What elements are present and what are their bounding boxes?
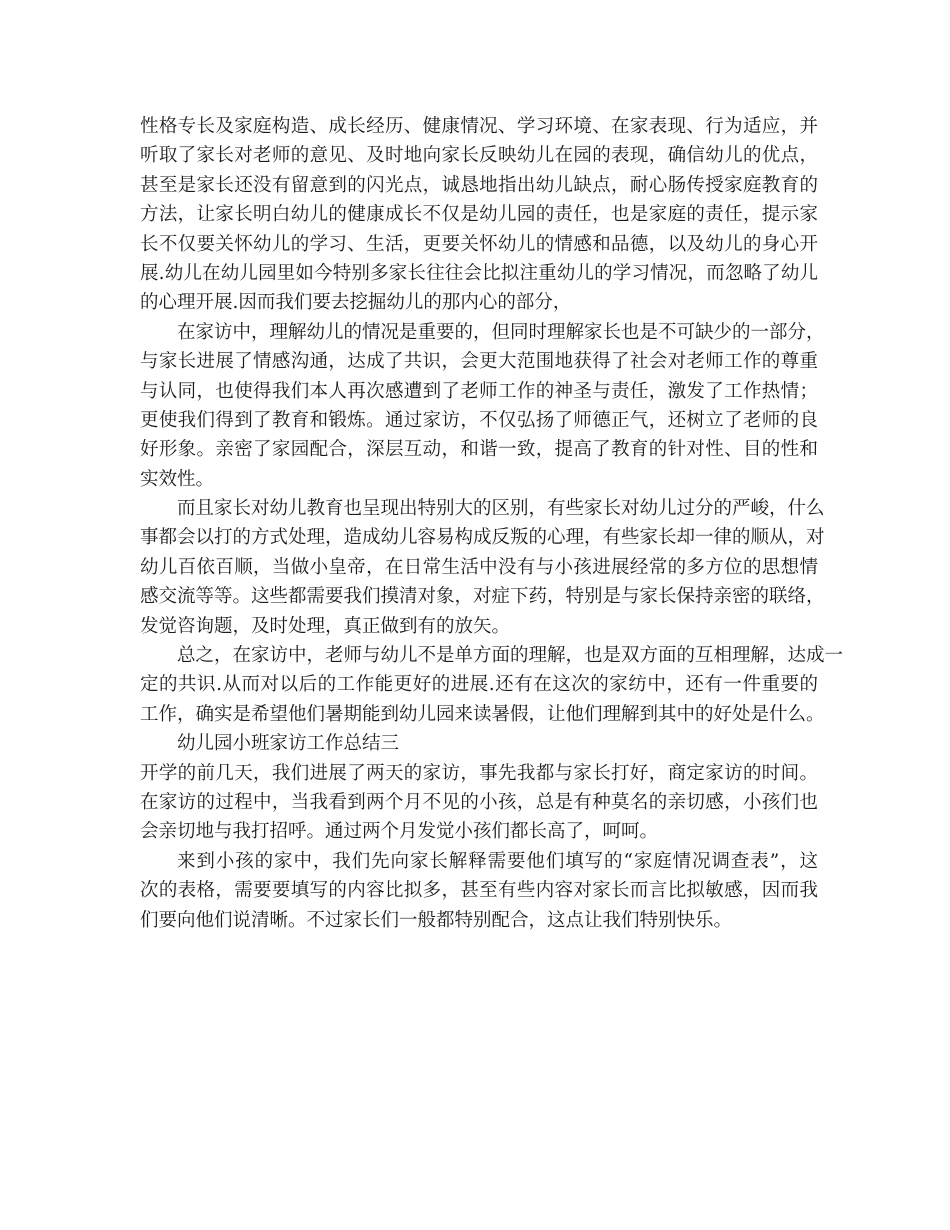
text-line: 开学的前几天，我们进展了两天的家访，事先我都与家长打好，商定家访的时间。 [140, 762, 818, 784]
text-line: 而且家长对幼儿教育也呈现出特别大的区别，有些家长对幼儿过分的严峻，什么 [177, 498, 825, 520]
text-line: 感交流等等。这些都需要我们摸清对象，对症下药，特别是与家长保持亲密的联络， [140, 586, 825, 608]
text-line: 的心理开展.因而我们要去挖掘幼儿的那内心的部分， [140, 292, 572, 314]
text-line: 次的表格，需要要填写的内容比拟多，甚至有些内容对家长而言比拟敏感，因而我 [140, 880, 818, 902]
text-line: 更使我们得到了教育和锻炼。通过家访，不仅弘扬了师德正气，还树立了老师的良 [140, 409, 818, 431]
text-line: 在家访的过程中，当我看到两个月不见的小孩，总是有种莫名的亲切感，小孩们也 [140, 791, 818, 813]
text-line: 性格专长及家庭构造、成长经历、健康情况、学习环境、在家表现、行为适应，并 [140, 116, 818, 137]
text-line: 来到小孩的家中，我们先向家长解释需要他们填写的“家庭情况调查表”，这 [177, 850, 818, 872]
text-line: 好形象。亲密了家园配合，深层互动，和谐一致，提高了教育的针对性、目的性和 [140, 439, 818, 461]
text-line: 幼儿百依百顺，当做小皇帝，在日常生活中没有与小孩进展经常的多方位的思想情 [140, 556, 818, 578]
text-line: 们要向他们说清晰。不过家长们一般都特别配合，这点让我们特别快乐。 [140, 909, 733, 931]
text-line: 发觉咨询题，及时处理，真正做到有的放矢。 [140, 615, 511, 637]
text-line: 甚至是家长还没有留意到的闪光点，诚恳地指出幼儿缺点，耐心肠传授家庭教育的 [140, 174, 818, 196]
text-line: 事都会以打的方式处理，造成幼儿容易构成反叛的心理，有些家长却一律的顺从，对 [140, 527, 825, 549]
document-page [140, 112, 844, 935]
text-line: 会亲切地与我打招呼。通过两个月发觉小孩们都长高了，呵呵。 [140, 821, 659, 843]
text-line: 听取了家长对老师的意见、及时地向家长反映幼儿在园的表现，确信幼儿的优点， [140, 145, 818, 167]
text-line: 实效性。 [140, 468, 215, 490]
text-line: 展.幼儿在幼儿园里如今特别多家长往往会比拟注重幼儿的学习情况，而忽略了幼儿 [140, 262, 818, 284]
text-line: 与认同，也使得我们本人再次感遭到了老师工作的神圣与责任，激发了工作热情； [140, 380, 818, 402]
text-line: 总之，在家访中，老师与幼儿不是单方面的理解，也是双方面的互相理解，达成一 [177, 645, 844, 667]
text-line: 幼儿园小班家访工作总结三 [177, 733, 400, 755]
text-line: 与家长进展了情感沟通，达成了共识，会更大范围地获得了社会对老师工作的尊重 [140, 351, 818, 373]
text-line: 方法，让家长明白幼儿的健康成长不仅是幼儿园的责任，也是家庭的责任，提示家 [140, 204, 818, 226]
text-line: 长不仅要关怀幼儿的学习、生活，更要关怀幼儿的情感和品德，以及幼儿的身心开 [140, 233, 818, 255]
text-line: 工作，确实是希望他们暑期能到幼儿园来读暑假，让他们理解到其中的好处是什么。 [140, 703, 825, 725]
text-line: 定的共识.从而对以后的工作能更好的进展.还有在这次的家纺中，还有一件重要的 [140, 674, 818, 696]
text-line: 在家访中，理解幼儿的情况是重要的，但同时理解家长也是不可缺少的一部分， [177, 321, 825, 343]
